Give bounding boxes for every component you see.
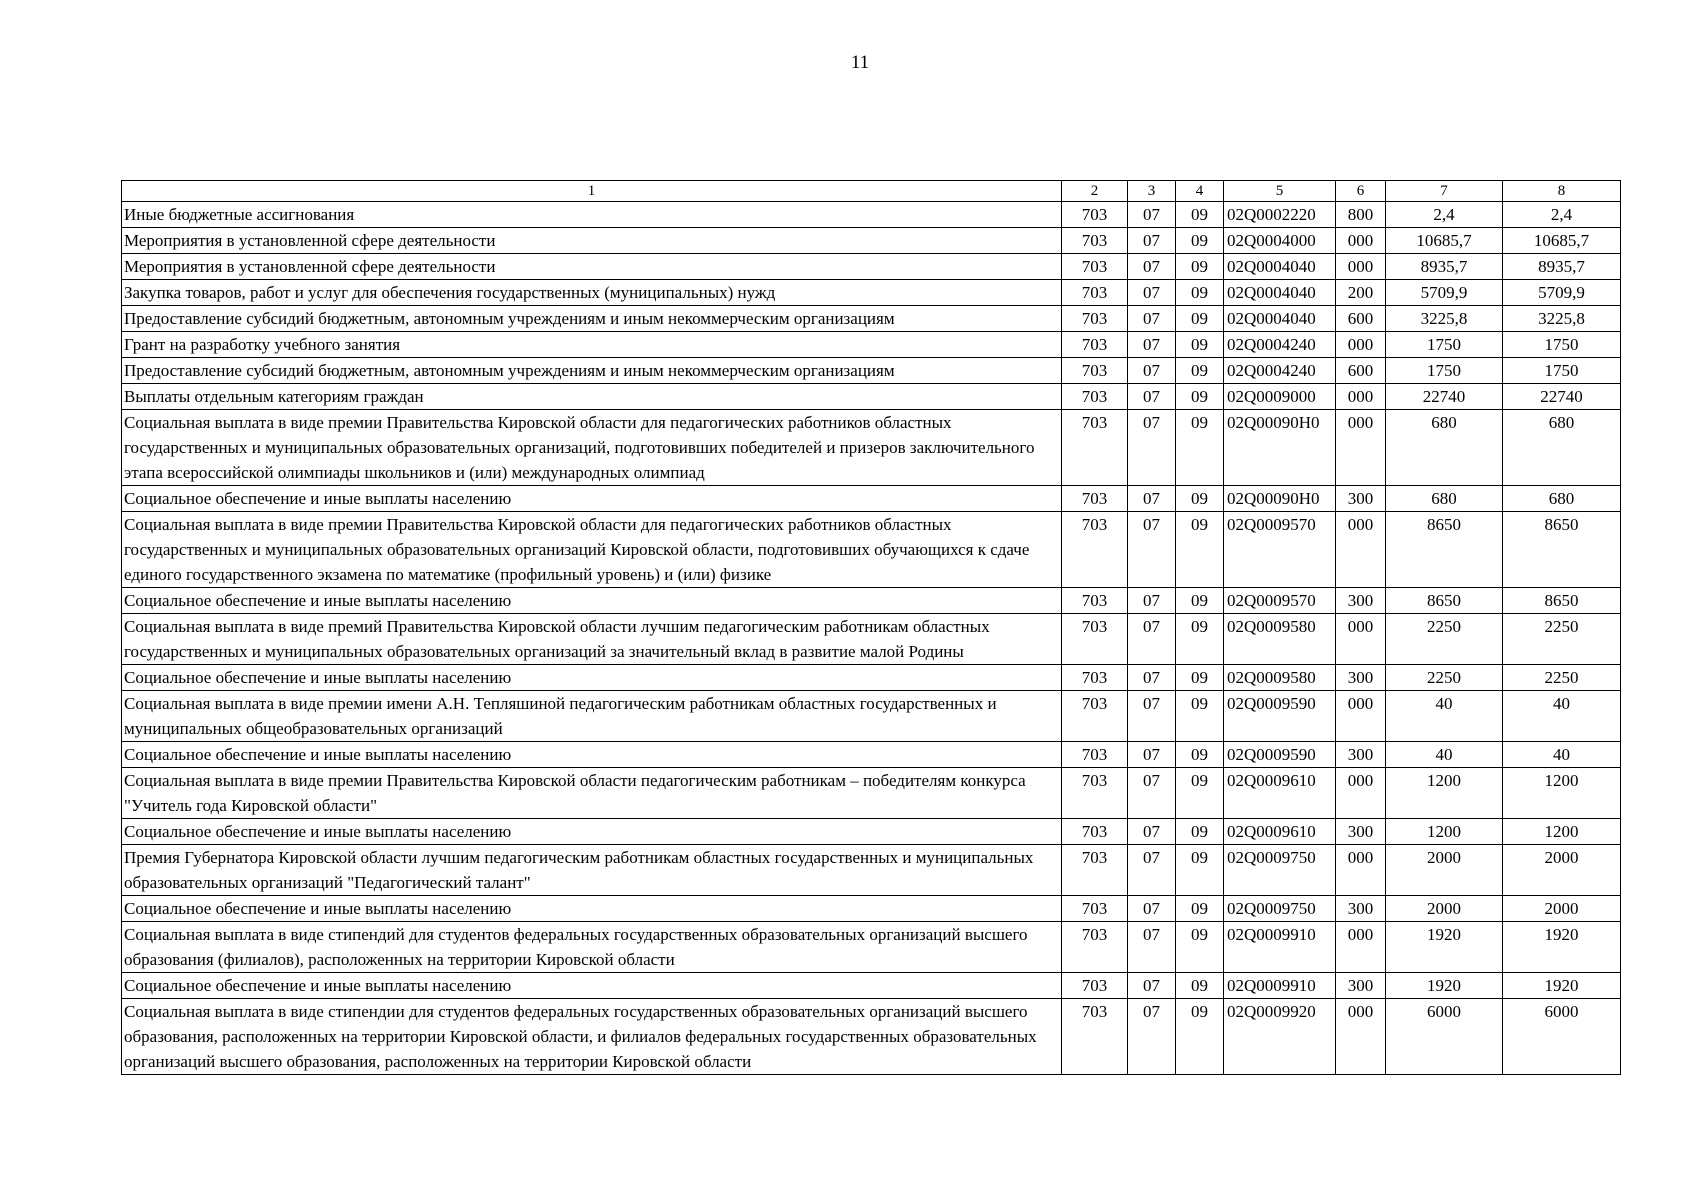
code-section-cell: 07 [1128, 845, 1176, 896]
row-name-cell: Мероприятия в установленной сфере деятельности [122, 254, 1062, 280]
code-target-cell: 02Q0002220 [1224, 202, 1336, 228]
code-target-cell: 02Q0009750 [1224, 896, 1336, 922]
amount-cell: 1920 [1503, 973, 1621, 999]
code-target-cell: 02Q0009580 [1224, 614, 1336, 665]
amount-cell: 22740 [1503, 384, 1621, 410]
table-row [122, 486, 1621, 512]
amount-cell: 680 [1503, 486, 1621, 512]
code-target-cell: 02Q0004040 [1224, 280, 1336, 306]
row-name-cell: Предоставление субсидий бюджетным, автономным учреждениям и иным некоммерческим организациям [122, 358, 1062, 384]
row-name-cell: Предоставление субсидий бюджетным, автономным учреждениям и иным некоммерческим организациям [122, 306, 1062, 332]
row-name-cell: Социальное обеспечение и иные выплаты населению [122, 486, 1062, 512]
table-row [122, 819, 1621, 845]
code-admin-cell: 703 [1062, 280, 1128, 306]
amount-cell: 6000 [1386, 999, 1503, 1075]
amount-cell: 5709,9 [1503, 280, 1621, 306]
amount-cell: 1750 [1503, 358, 1621, 384]
code-section-cell: 07 [1128, 819, 1176, 845]
code-admin-cell: 703 [1062, 691, 1128, 742]
amount-cell: 2250 [1386, 665, 1503, 691]
code-expense-type-cell: 300 [1336, 973, 1386, 999]
code-subsection-cell: 09 [1176, 768, 1224, 819]
code-section-cell: 07 [1128, 410, 1176, 486]
code-expense-type-cell: 800 [1336, 202, 1386, 228]
table-row [122, 742, 1621, 768]
amount-cell: 1920 [1503, 922, 1621, 973]
row-name-cell: Социальная выплата в виде премии Правительства Кировской области педагогическим работникам – победителям конкурса "Учитель года Кировской области" [122, 768, 1062, 819]
column-header: 5 [1224, 181, 1336, 202]
amount-cell: 1920 [1386, 973, 1503, 999]
code-expense-type-cell: 600 [1336, 358, 1386, 384]
amount-cell: 10685,7 [1386, 228, 1503, 254]
row-name-cell: Премия Губернатора Кировской области лучшим педагогическим работникам областных государственных и муниципальных образовательных организаций "Педагогический талант" [122, 845, 1062, 896]
amount-cell: 8650 [1386, 588, 1503, 614]
code-expense-type-cell: 300 [1336, 819, 1386, 845]
code-subsection-cell: 09 [1176, 588, 1224, 614]
row-name-cell: Социальное обеспечение и иные выплаты населению [122, 973, 1062, 999]
code-admin-cell: 703 [1062, 254, 1128, 280]
amount-cell: 1920 [1386, 922, 1503, 973]
code-target-cell: 02Q00090H0 [1224, 410, 1336, 486]
table-row [122, 845, 1621, 896]
code-target-cell: 02Q0009910 [1224, 973, 1336, 999]
column-header: 2 [1062, 181, 1128, 202]
code-subsection-cell: 09 [1176, 922, 1224, 973]
code-subsection-cell: 09 [1176, 819, 1224, 845]
code-target-cell: 02Q0009000 [1224, 384, 1336, 410]
code-subsection-cell: 09 [1176, 410, 1224, 486]
code-admin-cell: 703 [1062, 896, 1128, 922]
row-name-cell: Социальная выплата в виде премий Правительства Кировской области лучшим педагогическим работникам областных государственных и муниципальных образовательных организаций за значительный вклад в развитие малой Родины [122, 614, 1062, 665]
row-name-cell: Социальное обеспечение и иные выплаты населению [122, 588, 1062, 614]
column-header: 7 [1386, 181, 1503, 202]
code-admin-cell: 703 [1062, 358, 1128, 384]
code-subsection-cell: 09 [1176, 896, 1224, 922]
code-expense-type-cell: 300 [1336, 742, 1386, 768]
amount-cell: 22740 [1386, 384, 1503, 410]
table-body [122, 202, 1621, 1075]
page-number: 11 [850, 52, 870, 73]
column-header: 1 [122, 181, 1062, 202]
code-subsection-cell: 09 [1176, 306, 1224, 332]
code-section-cell: 07 [1128, 384, 1176, 410]
code-subsection-cell: 09 [1176, 742, 1224, 768]
amount-cell: 2250 [1386, 614, 1503, 665]
code-admin-cell: 703 [1062, 999, 1128, 1075]
code-target-cell: 02Q0004000 [1224, 228, 1336, 254]
code-target-cell: 02Q0009570 [1224, 512, 1336, 588]
code-admin-cell: 703 [1062, 614, 1128, 665]
code-admin-cell: 703 [1062, 742, 1128, 768]
code-subsection-cell: 09 [1176, 384, 1224, 410]
row-name-cell: Социальное обеспечение и иные выплаты населению [122, 819, 1062, 845]
amount-cell: 1200 [1503, 819, 1621, 845]
row-name-cell: Социальное обеспечение и иные выплаты населению [122, 665, 1062, 691]
row-name-cell: Грант на разработку учебного занятия [122, 332, 1062, 358]
code-section-cell: 07 [1128, 665, 1176, 691]
amount-cell: 1200 [1386, 819, 1503, 845]
amount-cell: 1750 [1386, 358, 1503, 384]
table-row [122, 384, 1621, 410]
table-row [122, 691, 1621, 742]
code-expense-type-cell: 000 [1336, 228, 1386, 254]
code-admin-cell: 703 [1062, 486, 1128, 512]
code-target-cell: 02Q0009570 [1224, 588, 1336, 614]
code-subsection-cell: 09 [1176, 999, 1224, 1075]
table-row [122, 896, 1621, 922]
budget-table [121, 180, 1621, 1075]
amount-cell: 680 [1503, 410, 1621, 486]
amount-cell: 1200 [1503, 768, 1621, 819]
code-admin-cell: 703 [1062, 922, 1128, 973]
code-admin-cell: 703 [1062, 768, 1128, 819]
code-subsection-cell: 09 [1176, 486, 1224, 512]
amount-cell: 8935,7 [1503, 254, 1621, 280]
code-subsection-cell: 09 [1176, 845, 1224, 896]
row-name-cell: Социальная выплата в виде премии Правительства Кировской области для педагогических работников областных государственных и муниципальных образовательных организаций, подготовивших победителей и призеров заключительного этапа всероссийской олимпиады школьников и (или) международных олимпиад [122, 410, 1062, 486]
code-subsection-cell: 09 [1176, 665, 1224, 691]
row-name-cell: Социальная выплата в виде премии имени А.Н. Тепляшиной педагогическим работникам областных государственных и муниципальных общеобразовательных организаций [122, 691, 1062, 742]
table-row [122, 306, 1621, 332]
table-row [122, 280, 1621, 306]
code-admin-cell: 703 [1062, 384, 1128, 410]
code-expense-type-cell: 000 [1336, 332, 1386, 358]
code-section-cell: 07 [1128, 768, 1176, 819]
amount-cell: 3225,8 [1503, 306, 1621, 332]
code-section-cell: 07 [1128, 512, 1176, 588]
code-admin-cell: 703 [1062, 973, 1128, 999]
table-row [122, 999, 1621, 1075]
amount-cell: 2000 [1503, 896, 1621, 922]
amount-cell: 2250 [1503, 665, 1621, 691]
code-section-cell: 07 [1128, 691, 1176, 742]
table-row [122, 768, 1621, 819]
amount-cell: 40 [1386, 691, 1503, 742]
code-subsection-cell: 09 [1176, 228, 1224, 254]
code-subsection-cell: 09 [1176, 358, 1224, 384]
table-row [122, 614, 1621, 665]
code-section-cell: 07 [1128, 614, 1176, 665]
amount-cell: 1750 [1503, 332, 1621, 358]
amount-cell: 8650 [1386, 512, 1503, 588]
code-expense-type-cell: 300 [1336, 665, 1386, 691]
row-name-cell: Социальная выплата в виде стипендии для студентов федеральных государственных образовательных организаций высшего образования, расположенных на территории Кировской области, и филиалов федеральных государственных образовательных организаций высшего образования, расположенных на территории Кировской области [122, 999, 1062, 1075]
amount-cell: 2250 [1503, 614, 1621, 665]
code-expense-type-cell: 000 [1336, 384, 1386, 410]
amount-cell: 2000 [1503, 845, 1621, 896]
code-target-cell: 02Q0009610 [1224, 768, 1336, 819]
amount-cell: 40 [1386, 742, 1503, 768]
code-expense-type-cell: 000 [1336, 768, 1386, 819]
amount-cell: 2000 [1386, 896, 1503, 922]
code-section-cell: 07 [1128, 896, 1176, 922]
code-expense-type-cell: 000 [1336, 845, 1386, 896]
code-admin-cell: 703 [1062, 332, 1128, 358]
code-admin-cell: 703 [1062, 410, 1128, 486]
code-target-cell: 02Q0009910 [1224, 922, 1336, 973]
code-section-cell: 07 [1128, 486, 1176, 512]
code-admin-cell: 703 [1062, 512, 1128, 588]
code-subsection-cell: 09 [1176, 512, 1224, 588]
code-target-cell: 02Q0009610 [1224, 819, 1336, 845]
code-admin-cell: 703 [1062, 845, 1128, 896]
code-section-cell: 07 [1128, 228, 1176, 254]
code-expense-type-cell: 000 [1336, 254, 1386, 280]
amount-cell: 40 [1503, 742, 1621, 768]
row-name-cell: Социальное обеспечение и иные выплаты населению [122, 896, 1062, 922]
code-expense-type-cell: 000 [1336, 999, 1386, 1075]
table-row [122, 358, 1621, 384]
code-admin-cell: 703 [1062, 588, 1128, 614]
code-subsection-cell: 09 [1176, 332, 1224, 358]
row-name-cell: Социальная выплата в виде премии Правительства Кировской области для педагогических работников областных государственных и муниципальных образовательных организаций Кировской области, подготовивших обучающихся к сдаче единого государственного экзамена по математике (профильный уровень) и (или) физике [122, 512, 1062, 588]
table-row [122, 588, 1621, 614]
row-name-cell: Социальная выплата в виде стипендий для студентов федеральных государственных образовательных организаций высшего образования (филиалов), расположенных на территории Кировской области [122, 922, 1062, 973]
code-expense-type-cell: 000 [1336, 922, 1386, 973]
code-section-cell: 07 [1128, 306, 1176, 332]
code-section-cell: 07 [1128, 742, 1176, 768]
code-expense-type-cell: 300 [1336, 486, 1386, 512]
code-section-cell: 07 [1128, 588, 1176, 614]
code-expense-type-cell: 000 [1336, 691, 1386, 742]
table-row [122, 665, 1621, 691]
row-name-cell: Иные бюджетные ассигнования [122, 202, 1062, 228]
column-header: 4 [1176, 181, 1224, 202]
code-target-cell: 02Q0004040 [1224, 254, 1336, 280]
table-row [122, 922, 1621, 973]
amount-cell: 6000 [1503, 999, 1621, 1075]
code-target-cell: 02Q0004240 [1224, 332, 1336, 358]
row-name-cell: Социальное обеспечение и иные выплаты населению [122, 742, 1062, 768]
code-target-cell: 02Q0004240 [1224, 358, 1336, 384]
code-section-cell: 07 [1128, 999, 1176, 1075]
code-target-cell: 02Q0009920 [1224, 999, 1336, 1075]
amount-cell: 680 [1386, 410, 1503, 486]
code-expense-type-cell: 000 [1336, 410, 1386, 486]
table-header-row [122, 181, 1621, 202]
column-header: 3 [1128, 181, 1176, 202]
amount-cell: 8935,7 [1386, 254, 1503, 280]
code-section-cell: 07 [1128, 254, 1176, 280]
code-expense-type-cell: 300 [1336, 588, 1386, 614]
amount-cell: 10685,7 [1503, 228, 1621, 254]
amount-cell: 8650 [1503, 512, 1621, 588]
table-row [122, 228, 1621, 254]
code-expense-type-cell: 000 [1336, 512, 1386, 588]
amount-cell: 8650 [1503, 588, 1621, 614]
code-section-cell: 07 [1128, 202, 1176, 228]
amount-cell: 680 [1386, 486, 1503, 512]
code-section-cell: 07 [1128, 973, 1176, 999]
code-admin-cell: 703 [1062, 665, 1128, 691]
code-target-cell: 02Q0004040 [1224, 306, 1336, 332]
code-section-cell: 07 [1128, 332, 1176, 358]
code-target-cell: 02Q0009750 [1224, 845, 1336, 896]
amount-cell: 3225,8 [1386, 306, 1503, 332]
table-row [122, 332, 1621, 358]
amount-cell: 5709,9 [1386, 280, 1503, 306]
column-header: 8 [1503, 181, 1621, 202]
amount-cell: 2,4 [1386, 202, 1503, 228]
code-subsection-cell: 09 [1176, 614, 1224, 665]
code-admin-cell: 703 [1062, 228, 1128, 254]
code-subsection-cell: 09 [1176, 973, 1224, 999]
amount-cell: 1200 [1386, 768, 1503, 819]
table-row [122, 973, 1621, 999]
code-subsection-cell: 09 [1176, 254, 1224, 280]
table-row [122, 254, 1621, 280]
code-admin-cell: 703 [1062, 202, 1128, 228]
row-name-cell: Выплаты отдельным категориям граждан [122, 384, 1062, 410]
code-expense-type-cell: 000 [1336, 614, 1386, 665]
column-header: 6 [1336, 181, 1386, 202]
amount-cell: 1750 [1386, 332, 1503, 358]
row-name-cell: Мероприятия в установленной сфере деятельности [122, 228, 1062, 254]
code-expense-type-cell: 200 [1336, 280, 1386, 306]
code-section-cell: 07 [1128, 358, 1176, 384]
amount-cell: 40 [1503, 691, 1621, 742]
code-target-cell: 02Q00090H0 [1224, 486, 1336, 512]
code-section-cell: 07 [1128, 922, 1176, 973]
code-target-cell: 02Q0009580 [1224, 665, 1336, 691]
code-target-cell: 02Q0009590 [1224, 742, 1336, 768]
table-row [122, 202, 1621, 228]
row-name-cell: Закупка товаров, работ и услуг для обеспечения государственных (муниципальных) нужд [122, 280, 1062, 306]
code-subsection-cell: 09 [1176, 691, 1224, 742]
table-row [122, 512, 1621, 588]
table-row [122, 410, 1621, 486]
code-admin-cell: 703 [1062, 306, 1128, 332]
code-target-cell: 02Q0009590 [1224, 691, 1336, 742]
code-admin-cell: 703 [1062, 819, 1128, 845]
code-section-cell: 07 [1128, 280, 1176, 306]
code-expense-type-cell: 600 [1336, 306, 1386, 332]
amount-cell: 2000 [1386, 845, 1503, 896]
code-subsection-cell: 09 [1176, 280, 1224, 306]
code-subsection-cell: 09 [1176, 202, 1224, 228]
amount-cell: 2,4 [1503, 202, 1621, 228]
code-expense-type-cell: 300 [1336, 896, 1386, 922]
